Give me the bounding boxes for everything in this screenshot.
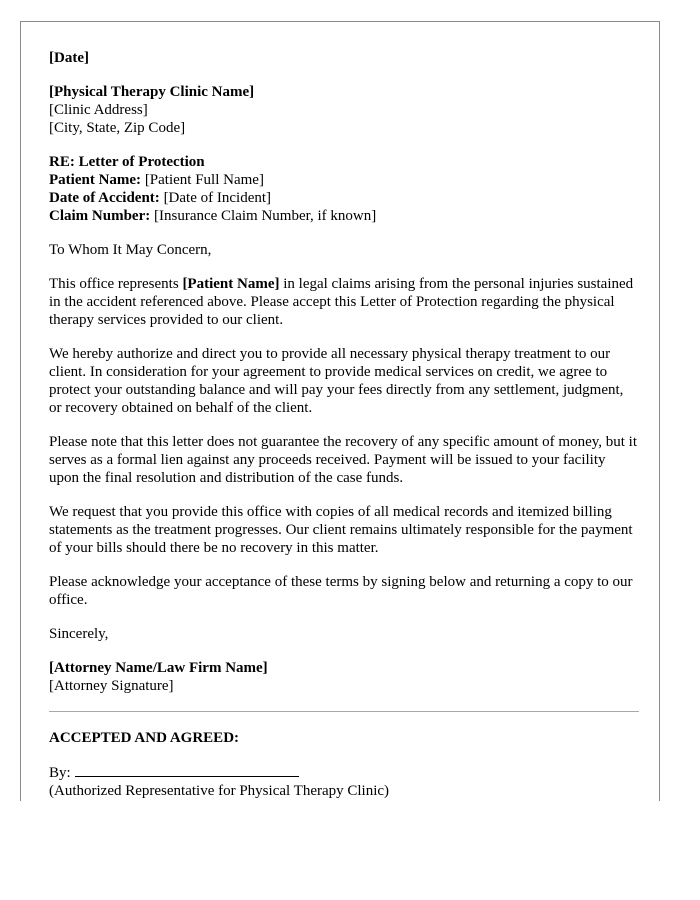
letter-date: [Date]: [49, 50, 89, 66]
section-divider: [49, 711, 639, 712]
claim-number-value: [Insurance Claim Number, if known]: [150, 208, 377, 224]
representative-caption: (Authorized Representative for Physical Therapy Clinic): [49, 783, 390, 799]
clinic-name: [Physical Therapy Clinic Name]: [49, 84, 255, 100]
letter-body: [49, 49, 639, 816]
signature-line[interactable]: [75, 763, 299, 777]
clinic-address: [Clinic Address]: [49, 102, 148, 118]
paragraph1-patient-name: [Patient Name]: [182, 276, 280, 292]
re-block: [49, 153, 639, 225]
paragraph1-before: This office represents: [49, 276, 183, 292]
claim-number-line: [49, 207, 639, 225]
by-label: By:: [49, 765, 71, 781]
acceptance-heading: ACCEPTED AND AGREED:: [49, 730, 240, 746]
paragraph-authorization: We hereby authorize and direct you to provide all necessary physical therapy treatment to our client. In consideration for your agreement to provide medical services on credit, we agree to protect your outstanding balance and will pay your fees directly from any settlement, judgment, or recovery obtained on behalf of the client.: [49, 346, 624, 416]
salutation: To Whom It May Concern,: [49, 242, 212, 258]
patient-name-line: [49, 171, 639, 189]
paragraph-representation: [49, 275, 639, 329]
by-line: [49, 763, 639, 782]
date-block: [49, 49, 639, 67]
letter-page: [20, 21, 660, 801]
attorney-signature: [Attorney Signature]: [49, 678, 174, 694]
patient-name-label: Patient Name:: [49, 172, 142, 188]
claim-number-label: Claim Number:: [49, 208, 151, 224]
re-line: RE: Letter of Protection: [49, 154, 205, 170]
clinic-city-state-zip: [City, State, Zip Code]: [49, 120, 186, 136]
attorney-name: [Attorney Name/Law Firm Name]: [49, 660, 268, 676]
acceptance-signature-block: [49, 763, 639, 800]
patient-name-value: [Patient Full Name]: [141, 172, 264, 188]
accident-date-label: Date of Accident:: [49, 190, 160, 206]
acceptance-heading-block: [49, 729, 639, 747]
accident-date-line: [49, 189, 639, 207]
paragraph1-after: in legal claims arising from the personal injuries sustained in the accident referenced above. Please accept this Letter of Protection regarding the physical therapy services provided to our client.: [49, 276, 634, 328]
paragraph-lien: Please note that this letter does not guarantee the recovery of any specific amount of money, but it serves as a formal lien against any proceeds received. Payment will be issued to your facility upon the final resolution and distribution of the case funds.: [49, 434, 638, 486]
clinic-address-block: [49, 83, 639, 137]
closing: Sincerely,: [49, 626, 109, 642]
attorney-block: [49, 659, 639, 695]
accident-date-value: [Date of Incident]: [159, 190, 272, 206]
paragraph-acknowledge: Please acknowledge your acceptance of these terms by signing below and returning a copy to our office.: [49, 574, 633, 608]
paragraph-records: We request that you provide this office with copies of all medical records and itemized billing statements as the treatment progresses. Our client remains ultimately responsible for the payment of your bills should there be no recovery in this matter.: [49, 504, 633, 556]
